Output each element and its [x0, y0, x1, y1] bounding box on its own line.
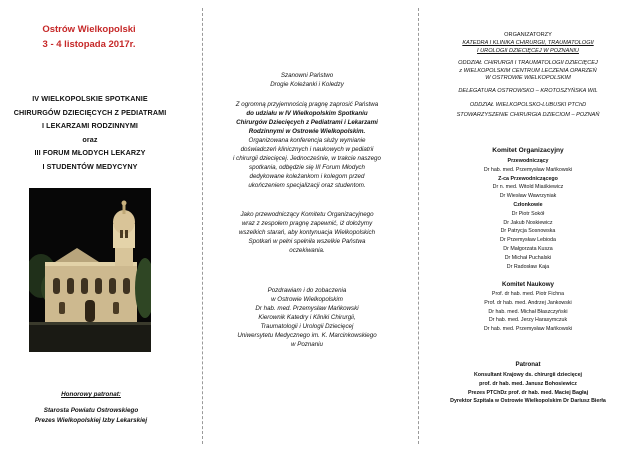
city-title: Ostrów Wielkopolski: [42, 24, 136, 35]
committee-list: [420, 290, 636, 334]
greeting: [207, 71, 407, 89]
text-line: Z ogromną przyjemnością pragnę zaprosić Państwa: [235, 101, 379, 108]
committee-member: Dr Radosław Kaja: [506, 263, 550, 270]
event-title-line: CHIRURGÓW DZIECIĘCYCH Z PEDIATRAMI: [13, 107, 167, 117]
organizer: [420, 88, 636, 95]
text-line: w Ostrowie Wielkopolskim: [271, 296, 343, 303]
text-line: wszelkich starań, aby kontynuacja Wielkopolskich: [238, 229, 376, 236]
organizing-committee: [420, 146, 636, 271]
event-title-line: oraz: [82, 134, 98, 144]
patronage: [420, 360, 636, 406]
organizer-line: DELEGATURA OSTROWSKO – KROTOSZYŃSKA WIL: [458, 88, 598, 95]
text-line: w Poznaniu: [291, 341, 323, 348]
event-title-line: I STUDENTÓW MEDYCYNY: [42, 161, 138, 171]
organizer-line: KATEDRA I KLINIKA CHIRURGII, TRAUMATOLOGII: [462, 40, 594, 47]
text-line: doświadczeń klinicznych i naukowych w pediatrii: [240, 146, 374, 153]
text-line: oczekiwania.: [289, 247, 325, 254]
left-panel: [0, 0, 200, 452]
committee-role: Z-ca Przewodniczącego: [498, 175, 558, 182]
text-line: i chirurgii dziecięcej. Jednocześnie, w trakcie naszego: [233, 155, 381, 162]
committee-member: Prof. dr hab. med. Piotr Fichna: [491, 291, 565, 297]
organizers: [420, 32, 636, 120]
venue-photo: [29, 188, 151, 352]
patronage-title: Patronat: [515, 361, 541, 368]
committee-member: Dr hab. med. Przemysław Mańkowski: [483, 166, 573, 173]
text-line: Pozdrawiam i do zobaczenia: [267, 287, 347, 294]
text-line: Spotkań w pełni spełniła wszelkie Państwa: [248, 238, 366, 245]
committee-role: Członkowie: [513, 201, 543, 208]
event-title-line: IV WIELKOPOLSKIE SPOTKANIE: [32, 94, 148, 103]
committee-member: Prof. dr hab. med. Andrzej Jankowski: [484, 299, 572, 306]
organizer: [420, 40, 636, 55]
committee-member: Dr Małgorzata Kusza: [503, 245, 553, 252]
event-title: [0, 92, 180, 173]
event-title-line: I LEKARZAMI RODZINNYMI: [41, 121, 139, 130]
text-line: dedykowane koleżankom i kolegom przed: [249, 173, 365, 180]
fold-line: [418, 8, 419, 444]
text-line: Jako przewodniczący Komitetu Organizacyjnego: [240, 211, 374, 218]
patronage-title: Honorowy patronat:: [61, 391, 121, 398]
organizer: [420, 112, 636, 119]
committee-member: Dr Michał Puchalski: [504, 254, 552, 261]
committee-member: Dr Piotr Sokół: [511, 210, 545, 217]
committee-member: Dr Patrycja Sosnowska: [500, 228, 556, 235]
patronage-list: [420, 371, 636, 406]
right-panel: [420, 0, 636, 452]
committee-member: Dr Wiesław Wawrzyniak: [499, 193, 557, 200]
patronage-line: Starosta Powiatu Ostrowskiego: [43, 406, 139, 414]
committee-member: Dr Przemysław Lebioda: [500, 237, 556, 244]
text-line: Uniwersytetu Medycznego im. K. Marcinkowskiego: [237, 332, 377, 339]
greeting-line: Szanowni Państwo: [280, 72, 334, 79]
committee-member: Dr n. med. Witold Miaśkiewicz: [492, 184, 564, 191]
committee-member: Dr hab. med. Jerzy Harasymczuk: [488, 317, 568, 324]
organizer-line: ODDZIAŁ CHIRURGII I TRAUMATOLOGII DZIECIĘCEJ: [458, 60, 598, 67]
organizers-title: ORGANIZATORZY: [504, 32, 552, 38]
greeting-line: Drogie Koleżanki i Koledzy: [270, 81, 344, 88]
closing-signature: [203, 286, 411, 349]
text-line: Rodzinnymi w Ostrowie Wielkopolskim.: [248, 128, 366, 135]
organizer: [420, 102, 636, 109]
committee-title: Komitet Organizacyjny: [492, 147, 564, 154]
text-line: do udziału w IV Wielkopolskim Spotkaniu: [246, 110, 368, 117]
organizer-line: ODDZIAŁ WIELKOPOLSKO-LUBUSKI PTChD: [469, 101, 587, 108]
committee-role: Przewodniczący: [507, 158, 549, 164]
committee-list: [420, 157, 636, 271]
patronage-line: prof. dr hab. med. Janusz Bohosiewicz: [479, 380, 577, 387]
text-line: Organizowana konferencja służy wymianie: [248, 137, 366, 144]
organizer: [420, 60, 636, 82]
text-line: Dr hab. med. Przemysław Mańkowski: [255, 305, 359, 312]
invitation-text: [203, 100, 411, 190]
honorary-patronage: [0, 390, 182, 427]
organizer-line: W OSTROWIE WIELKOPOLSKIM: [485, 75, 571, 82]
patronage-line: Prezes Wielkopolskiej Izby Lekarskiej: [34, 417, 148, 424]
middle-panel: [203, 0, 413, 452]
text-line: ukończeniem specjalizacji oraz studentom.: [248, 182, 366, 189]
scientific-committee: [420, 280, 636, 334]
organizer-line: I UROLOGII DZIECIĘCEJ W POZNANIU: [477, 47, 579, 54]
text-line: wraz z zespołem pragnę zapewnić, iż dołożymy: [241, 220, 373, 227]
organizer-line: STOWARZYSZENIE CHIRURGIA DZIECIOM – POZNAŃ: [456, 112, 600, 119]
event-title-line: III FORUM MŁODYCH LEKARZY: [34, 148, 146, 157]
event-dates: 3 - 4 listopada 2017r.: [42, 39, 136, 50]
text-line: Kierownik Katedry i Kliniki Chirurgii,: [258, 314, 356, 321]
patronage-line: Prezes PTChDz prof. dr hab. med. Maciej Bagłaj: [467, 389, 589, 396]
patronage-line: Konsultant Krajowy ds. chirurgii dziecięcej: [473, 372, 583, 378]
committee-member: Dr hab. med. Michał Błaszczyński: [488, 308, 568, 315]
committee-member: Dr hab. med. Przemysław Mańkowski: [483, 326, 573, 333]
organizer-line: z WIELKOPOLSKIM CENTRUM LECZENIA OPARZEŃ: [459, 67, 597, 74]
committee-title: Komitet Naukowy: [502, 281, 554, 288]
patronage-line: Dyrektor Szpitala w Ostrowie Wielkopolskim Dr Dariusz Bierła: [450, 398, 606, 405]
committee-member: Dr Jakub Noskiewicz: [503, 219, 553, 226]
committee-note: [203, 210, 411, 255]
text-line: spotkania, odbędzie się III Forum Młodych: [249, 164, 365, 171]
text-line: Traumatologii i Urologii Dziecięcej: [260, 323, 354, 330]
text-line: Chirurgów Dziecięcych z Pediatrami i Lekarzami: [236, 119, 378, 126]
